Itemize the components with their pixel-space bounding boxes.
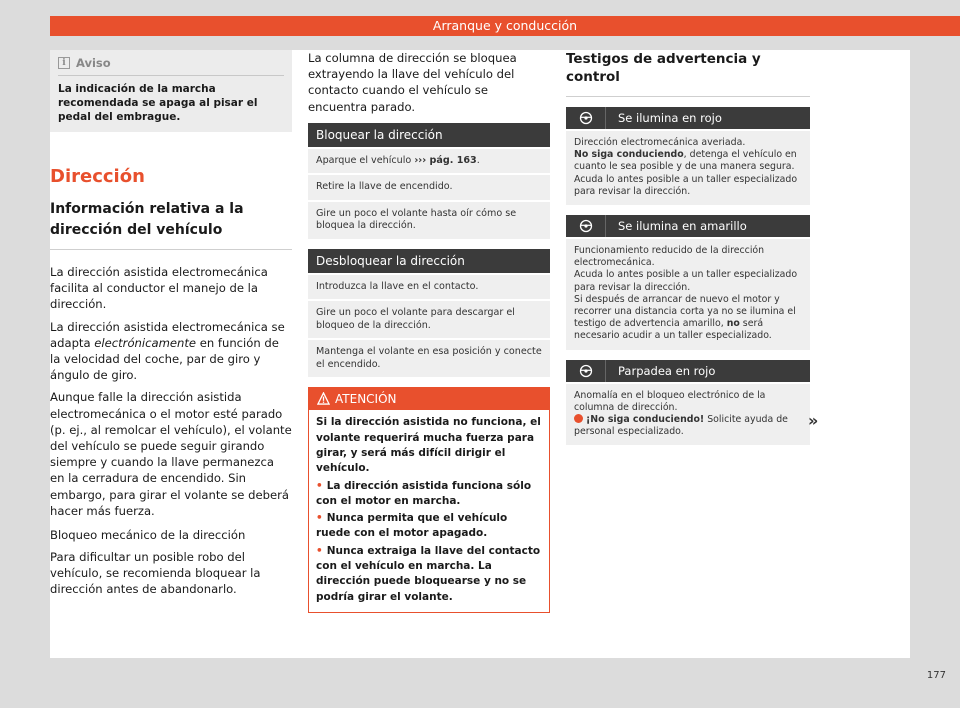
testigo-parpadea-body	[566, 384, 810, 446]
testigo-amarillo-label: Se ilumina en amarillo	[618, 219, 747, 234]
testigo-parpadea-header	[566, 360, 810, 382]
aviso-text: La indicación de la marcha recomendada se apaga al pisar el pedal del embrague.	[58, 83, 258, 123]
amarillo-text-b: será necesario acudir a un taller especializado.	[574, 318, 772, 342]
bullet-dot: •	[316, 512, 323, 525]
step-text: Aparque el vehículo	[316, 154, 415, 166]
atencion-bullet	[316, 511, 542, 542]
rojo-rest: , detenga el vehículo en cuanto le sea posible y de una manera segura.	[574, 149, 797, 173]
chapter-header: Arranque y conducción	[50, 16, 960, 36]
bullet-dot: •	[316, 544, 323, 557]
desbloquear-heading: Desbloquear la dirección	[308, 249, 550, 273]
atencion-bullet	[316, 479, 542, 510]
aviso-header	[58, 56, 284, 76]
testigo-amarillo-body	[566, 239, 810, 350]
info-icon: i	[58, 57, 70, 69]
bullet-text: La dirección asistida funciona sólo con el motor en marcha.	[316, 479, 532, 507]
desbloquear-step-3: Mantenga el volante en esa posición y conecte el encendido.	[308, 340, 550, 377]
steering-wheel-icon	[579, 111, 593, 125]
atencion-title: ATENCIÓN	[335, 392, 397, 407]
desbloquear-step-1: Introduzca la llave en el contacto.	[308, 275, 550, 300]
steering-wheel-icon	[579, 364, 593, 378]
paragraph-3: Aunque falle la dirección asistida electromecánica o el motor esté parado (p. ej., al remolcar el vehículo), el volante del vehículo se puede seguir girando siempre y cuando la llave permanezca en la cerradura de encendido. Sin embargo, para girar el volante se deberá hacer más fuerza.	[50, 390, 292, 518]
desbloquear-step-2: Gire un poco el volante para descargar el bloqueo de la dirección.	[308, 301, 550, 338]
parpadea-line-1: Anomalía en el bloqueo electrónico de la columna de dirección.	[574, 389, 766, 413]
bloquear-step-2: Retire la llave de encendido.	[308, 175, 550, 200]
icon-cell	[566, 360, 606, 382]
p2-text-b: en función de la velocidad del coche, par de giro y ángulo de giro.	[50, 335, 279, 383]
amarillo-line-1: Funcionamiento reducido de la dirección electromecánica.	[574, 245, 765, 269]
atencion-box	[308, 387, 550, 613]
p2-text-a: La dirección asistida electromecánica se adapta	[50, 319, 285, 350]
continue-arrow: »	[808, 411, 819, 430]
steering-wheel-icon	[579, 219, 593, 233]
aviso-title: Aviso	[76, 56, 111, 70]
parpadea-rest: Solicite ayuda de personal especializado.	[574, 414, 788, 438]
bloquear-heading: Bloquear la dirección	[308, 123, 550, 147]
testigo-rojo-header	[566, 107, 810, 129]
p2-emphasis: electrónicamente	[94, 335, 197, 350]
parpadea-line-2	[574, 414, 802, 438]
bloqueo-text: Para dificultar un posible robo del vehículo, se recomienda bloquear la dirección antes de abandonarlo.	[50, 550, 261, 597]
column-right	[566, 50, 810, 445]
atencion-header	[309, 388, 549, 410]
stop-icon	[574, 414, 583, 423]
page-reference-link[interactable]: ››› pág. 163	[414, 154, 477, 166]
icon-cell	[566, 107, 606, 129]
testigo-rojo-body	[566, 131, 810, 205]
amarillo-bold: no	[726, 318, 740, 330]
rojo-line-1: Dirección electromecánica averiada.	[574, 137, 746, 148]
warning-icon	[317, 392, 330, 405]
testigo-parpadea-label: Parpadea en rojo	[618, 363, 716, 378]
icon-cell	[566, 215, 606, 237]
amarillo-line-2: Acuda lo antes posible a un taller especializado para revisar la dirección.	[574, 269, 798, 293]
section-subtitle: Información relativa a la dirección del vehículo	[50, 199, 292, 250]
atencion-body	[309, 410, 549, 612]
rojo-line-2	[574, 149, 802, 173]
page-number: 177	[926, 670, 946, 681]
bloquear-step-3: Gire un poco el volante hasta oír cómo se bloquea la dirección.	[308, 202, 550, 239]
atencion-intro: Si la dirección asistida no funciona, el volante requerirá mucha fuerza para girar, y será más difícil dirigir el vehículo.	[316, 416, 541, 475]
amarillo-text-a: Si después de arrancar de nuevo el motor y recorrer una distancia corta ya no se ilumina el testigo de advertencia amarillo,	[574, 293, 796, 330]
testigo-amarillo-header	[566, 215, 810, 237]
section-title: Dirección	[50, 166, 145, 187]
aviso-box	[50, 50, 292, 132]
column-left	[50, 50, 292, 598]
bloqueo-heading: Bloqueo mecánico de la dirección	[50, 528, 246, 543]
bullet-text: Nunca extraiga la llave del contacto con el vehículo en marcha. La dirección puede bloquearse y no se podría girar el volante.	[316, 544, 541, 603]
lead-paragraph: La columna de dirección se bloquea extrayendo la llave del vehículo del contacto cuando el vehículo se encuentra parado.	[308, 51, 517, 114]
testigo-rojo-label: Se ilumina en rojo	[618, 111, 722, 125]
bullet-text: Nunca permita que el vehículo ruede con el motor apagado.	[316, 512, 508, 540]
rojo-bold: No siga conduciendo	[574, 149, 684, 161]
step-tail: .	[476, 154, 480, 166]
parpadea-bold: ¡No siga conduciendo!	[586, 414, 705, 426]
testigos-title: Testigos de advertencia y control	[566, 50, 810, 97]
amarillo-line-3	[574, 294, 802, 343]
paragraph-1: La dirección asistida electromecánica facilita al conductor el manejo de la dirección.	[50, 265, 268, 312]
atencion-bullet	[316, 544, 542, 605]
column-middle	[308, 50, 550, 613]
rojo-line-3: Acuda lo antes posible a un taller especializado para revisar la dirección.	[574, 173, 798, 197]
paragraph-2	[50, 319, 292, 384]
bullet-dot: •	[316, 479, 323, 492]
bloquear-step-1	[308, 149, 550, 174]
